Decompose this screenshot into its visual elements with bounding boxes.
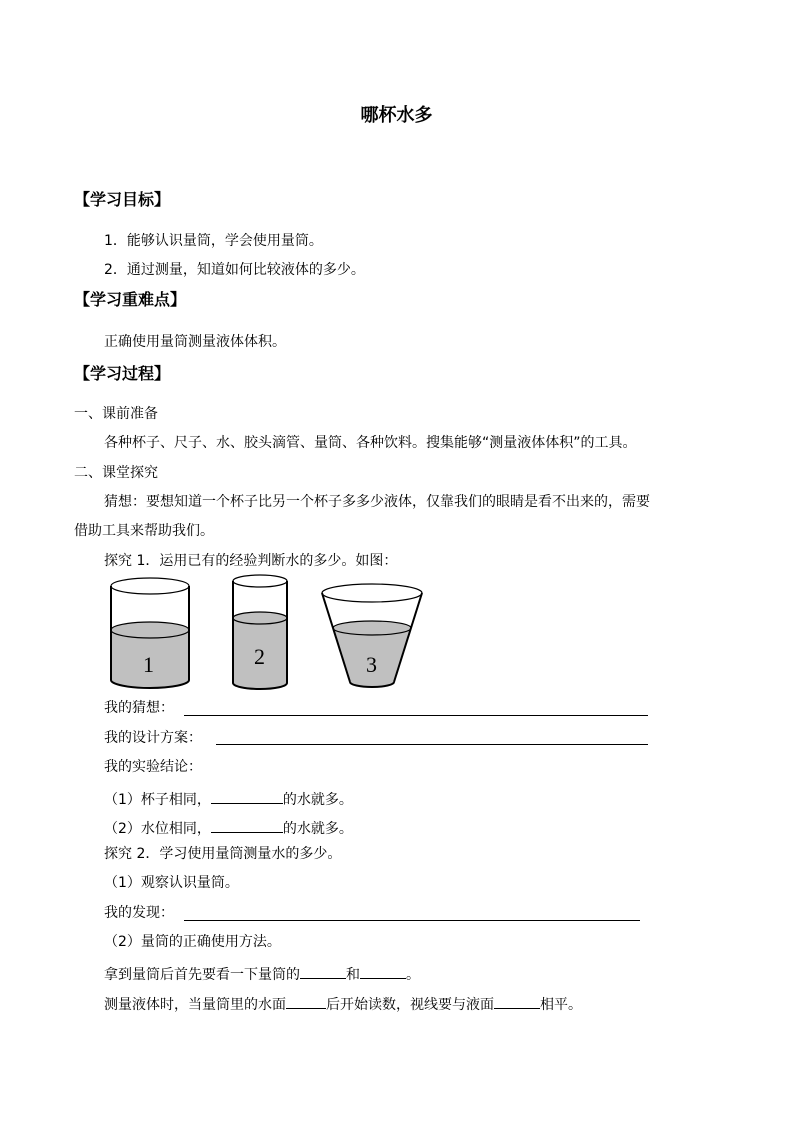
usage-1-pre: 拿到量筒后首先要看一下量筒的 [104, 967, 300, 983]
cup-3-label: 3 [366, 652, 377, 677]
usage-1-mid: 和 [346, 967, 360, 983]
usage-2-pre: 测量液体时，当量筒里的水面 [104, 997, 286, 1013]
usage-2-mid: 后开始读数，视线要与液面 [326, 997, 494, 1013]
conclusion-2-blank[interactable] [211, 818, 283, 833]
page-title: 哪杯水多 [360, 105, 433, 126]
key-points-heading: 【学习重难点】 [74, 290, 187, 309]
my-guess-answer-line[interactable] [184, 715, 648, 716]
part1-heading: 一、课前准备 [74, 406, 158, 422]
my-conclusion-label: 我的实验结论： [104, 759, 202, 775]
cup-2-label: 2 [254, 644, 265, 669]
my-design-label: 我的设计方案： [104, 730, 202, 746]
conclusion-1-post: 的水就多。 [282, 792, 353, 808]
conclusion-2 [104, 818, 353, 836]
part1-text: 各种杯子、尺子、水、胶头滴管、量筒、各种饮料。搜集能够“测量液体体积”的工具。 [104, 435, 637, 451]
cup-2-figure [233, 575, 287, 689]
usage-line-2 [104, 994, 582, 1012]
usage-1-blank-a[interactable] [300, 964, 346, 979]
conclusion-2-pre: （2）水位相同， [104, 821, 211, 837]
objectives-heading: 【学习目标】 [74, 190, 171, 209]
conclusion-1-blank[interactable] [211, 789, 283, 804]
explore-1-text: 探究 1．运用已有的经验判断水的多少。如图： [104, 553, 398, 569]
conclusion-2-post: 的水就多。 [282, 821, 353, 837]
key-points-text: 正确使用量筒测量液体体积。 [104, 334, 286, 350]
usage-line-1 [104, 964, 420, 982]
explore-2-step-2: （2）量筒的正确使用方法。 [104, 934, 281, 950]
objective-item-1: 1．能够认识量筒，学会使用量筒。 [104, 233, 323, 249]
usage-2-blank-b[interactable] [494, 994, 540, 1009]
conclusion-1 [104, 789, 353, 807]
guess-line-1: 猜想：要想知道一个杯子比另一个杯子多多少液体，仅靠我们的眼睛是看不出来的，需要 [104, 494, 650, 510]
guess-line-2: 借助工具来帮助我们。 [74, 523, 214, 539]
explore-2-step-1: （1）观察认识量筒。 [104, 875, 239, 891]
objective-item-2: 2．通过测量，知道如何比较液体的多少。 [104, 262, 365, 278]
my-finding-label: 我的发现： [104, 905, 174, 921]
cup-1-label: 1 [143, 652, 154, 677]
my-finding-answer-line[interactable] [184, 920, 640, 921]
usage-1-blank-b[interactable] [360, 964, 406, 979]
usage-2-post: 相平。 [540, 997, 582, 1013]
my-guess-label: 我的猜想： [104, 700, 174, 716]
my-design-answer-line[interactable] [216, 744, 648, 745]
usage-2-blank-a[interactable] [286, 994, 326, 1009]
explore-2-text: 探究 2．学习使用量筒测量水的多少。 [104, 846, 342, 862]
usage-1-post: 。 [406, 967, 420, 983]
process-heading: 【学习过程】 [74, 364, 171, 383]
conclusion-1-pre: （1）杯子相同， [104, 792, 211, 808]
part2-heading: 二、课堂探究 [74, 465, 158, 481]
